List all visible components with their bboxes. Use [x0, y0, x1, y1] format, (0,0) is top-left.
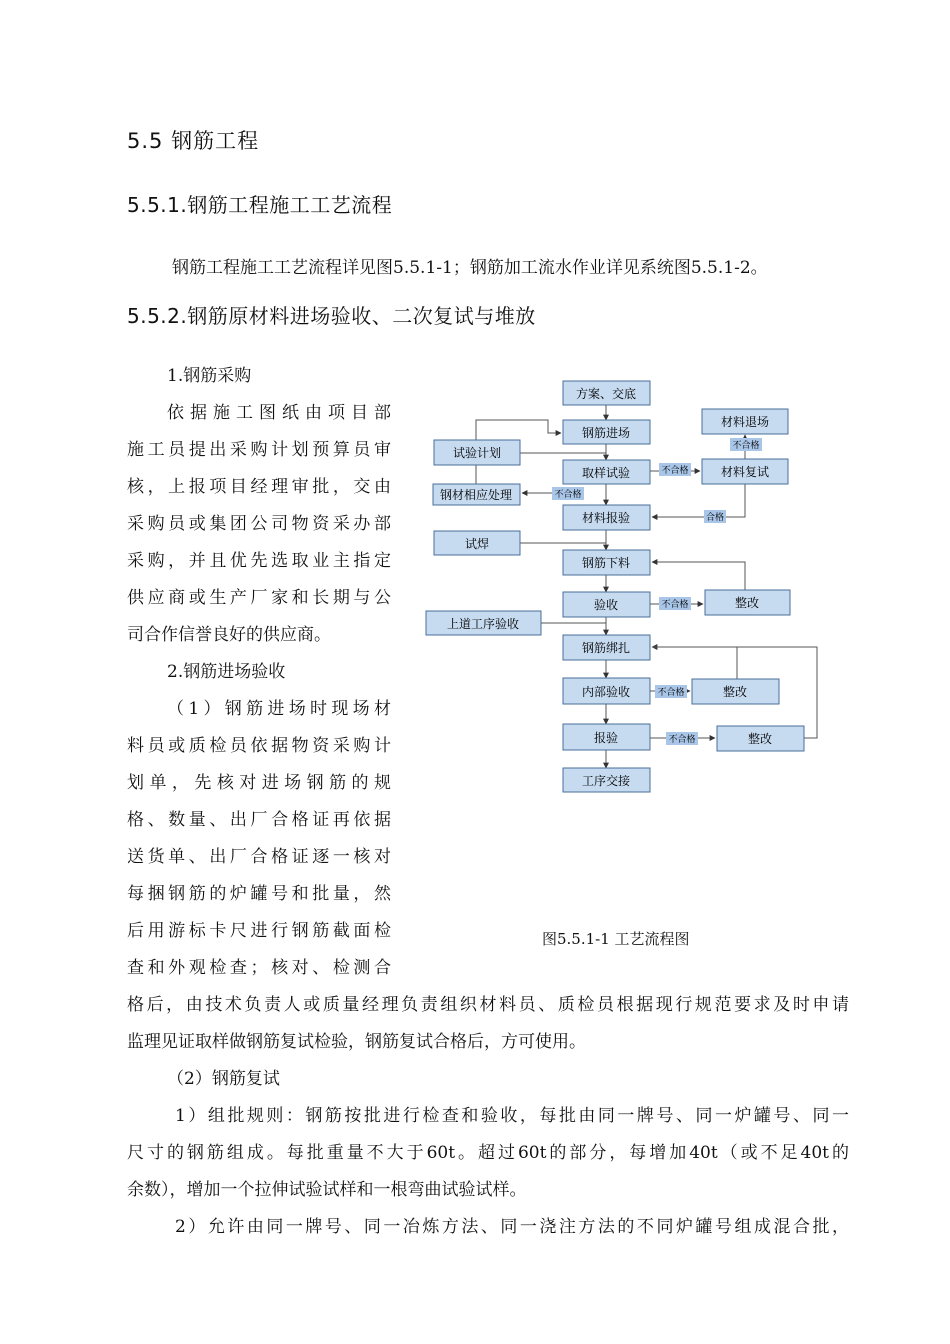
flow-box: [434, 440, 520, 465]
section-title: 5.5 钢筋工程: [127, 129, 260, 153]
flow-box: [563, 550, 650, 575]
box-test-plan: 试验计划: [452, 446, 502, 460]
paragraph-line: 余数），增加一个拉伸试验试样和一根弯曲试验试样。: [127, 1180, 527, 1200]
paragraph-line: 划单，先核对进场钢筋的规: [127, 773, 391, 793]
tag-fail: [659, 597, 691, 610]
flow-box: [434, 531, 520, 555]
flow-box: [563, 592, 650, 617]
paragraph-line: 后用游标卡尺进行钢筋截面检: [127, 921, 391, 941]
flow-box: [426, 611, 541, 635]
flow-box: [563, 420, 650, 444]
flow-box: [705, 590, 790, 615]
heading-procurement: 1.钢筋采购: [167, 366, 252, 386]
subsection-title-2: 5.5.2.钢筋原材料进场验收、二次复试与堆放: [127, 304, 536, 328]
flow-box: [563, 381, 650, 405]
subsection-title-1: 5.5.1.钢筋工程施工工艺流程: [127, 193, 393, 217]
box-fix-3: 整改: [747, 732, 773, 746]
tag-pass: [704, 510, 726, 523]
svg-text:不合格: 不合格: [732, 441, 760, 451]
svg-text:合格: 合格: [705, 513, 725, 523]
tag-fail: [552, 487, 584, 500]
paragraph-line: 供应商或生产厂家和长期与公: [127, 588, 391, 608]
box-internal: 内部验收: [581, 685, 631, 699]
figure-caption: 图5.5.1-1 工艺流程图: [542, 930, 690, 948]
box-weld: 试焊: [464, 537, 490, 551]
paragraph-line: 2）允许由同一牌号、同一冶炼方法、同一浇注方法的不同炉罐号组成混合批，: [175, 1217, 849, 1237]
flow-box: [433, 484, 520, 505]
paragraph-line: （1）钢筋进场时现场材: [167, 699, 391, 719]
flow-box: [692, 679, 779, 704]
box-retest: 材料复试: [720, 465, 770, 479]
box-arrive: 钢筋进场: [581, 426, 631, 440]
box-report-material: 材料报验: [581, 511, 631, 525]
flow-box: [563, 460, 650, 484]
box-fix-2: 整改: [722, 685, 748, 699]
paragraph-line: 施工员提出采购计划预算员审: [127, 440, 391, 460]
box-tie: 钢筋绑扎: [581, 641, 631, 655]
paragraph-line: 监理见证取样做钢筋复试检验，钢筋复试合格后，方可使用。: [127, 1032, 586, 1052]
box-fix-1: 整改: [734, 596, 760, 610]
paragraph-line: 司合作信誉良好的供应商。: [127, 625, 331, 645]
svg-text:不合格: 不合格: [554, 490, 582, 500]
flow-box: [563, 678, 650, 704]
tag-fail: [666, 732, 698, 745]
box-plan: 方案、交底: [575, 387, 637, 401]
subsection-1-text: 钢筋工程施工工艺流程详见图5.5.1-1；钢筋加工流水作业详见系统图5.5.1-2。: [172, 258, 768, 278]
paragraph-line: 采购，并且优先选取业主指定: [127, 551, 391, 571]
svg-text:不合格: 不合格: [668, 735, 696, 745]
paragraph-line: 尺寸的钢筋组成。每批重量不大于60t。超过60t的部分，每增加40t（或不足40t的: [127, 1143, 849, 1163]
paragraph-line: 格后，由技术负责人或质量经理负责组织材料员、质检员根据现行规范要求及时申请: [127, 995, 849, 1015]
flow-box: [563, 635, 650, 660]
paragraph-line: 每捆钢筋的炉罐号和批量，然: [127, 884, 391, 904]
paragraph-line: 1）组批规则：钢筋按批进行检查和验收，每批由同一牌号、同一炉罐号、同一: [175, 1106, 849, 1126]
tag-fail: [655, 685, 687, 698]
tag-fail: [730, 438, 762, 451]
paragraph-line: 采购员或集团公司物资采办部: [127, 514, 391, 534]
heading-acceptance: 2.钢筋进场验收: [167, 662, 286, 682]
flow-box: [717, 726, 804, 751]
flow-box: [563, 505, 650, 530]
flow-box: [702, 459, 788, 484]
box-sample: 取样试验: [581, 466, 631, 480]
box-inspect: 验收: [593, 598, 619, 612]
box-handle: 钢材相应处理: [439, 488, 513, 502]
svg-text:不合格: 不合格: [661, 600, 689, 610]
paragraph-line: 料员或质检员依据物资采购计: [127, 736, 391, 756]
heading-retest: （2）钢筋复试: [167, 1069, 280, 1089]
tag-fail: [659, 463, 691, 476]
box-prev-process: 上道工序验收: [446, 617, 520, 631]
svg-text:不合格: 不合格: [657, 688, 685, 698]
paragraph-line: 核，上报项目经理审批，交由: [127, 477, 391, 497]
paragraph-line: 查和外观检查；核对、检测合: [127, 958, 391, 978]
flow-box: [563, 768, 650, 792]
svg-text:不合格: 不合格: [661, 466, 689, 476]
paragraph-line: 格、数量、出厂合格证再依据: [127, 810, 391, 830]
box-return: 材料退场: [720, 415, 770, 429]
paragraph-line: 依据施工图纸由项目部: [167, 403, 391, 423]
box-cut: 钢筋下料: [581, 556, 631, 570]
box-handover: 工序交接: [581, 774, 631, 788]
flow-box: [702, 409, 788, 434]
flow-box: [563, 724, 650, 750]
paragraph-line: 送货单、出厂合格证逐一核对: [127, 847, 391, 867]
box-report: 报验: [593, 731, 619, 745]
